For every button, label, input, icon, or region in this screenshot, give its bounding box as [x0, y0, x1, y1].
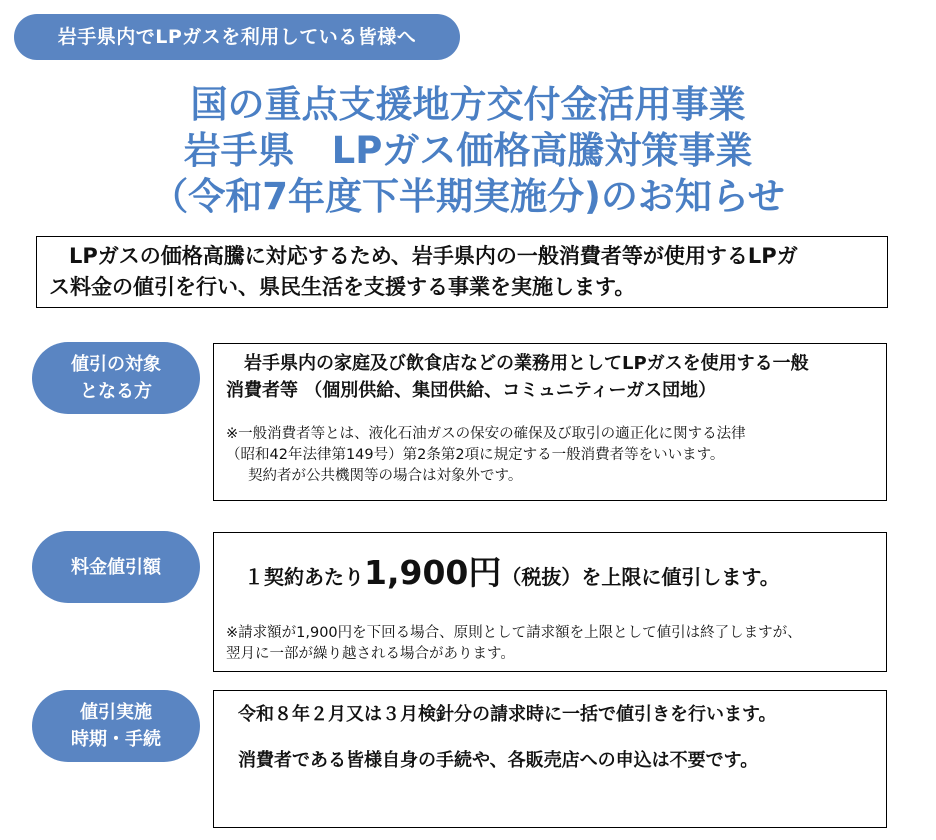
audience-banner: 岩手県内でLPガスを利用している皆様へ [14, 14, 460, 60]
title-line-3: （令和7年度下半期実施分)のお知らせ [151, 175, 785, 218]
target-main-line-2: 消費者等 （個別供給、集団供給、コミュニティーガス団地） [226, 380, 717, 401]
timing-label-line-1: 値引実施 [80, 702, 152, 723]
amount-label [32, 531, 200, 603]
amount-suffix: （税抜）を上限に値引します。 [501, 565, 780, 589]
target-label-line-2: となる方 [80, 381, 152, 402]
amount-note-line-2: 翌月に一部が繰り越される場合があります。 [226, 646, 515, 662]
target-box [213, 343, 887, 501]
page-title [0, 82, 936, 220]
timing-label-line-2: 時期・手続 [71, 729, 161, 750]
amount-prefix: １契約あたり [244, 565, 364, 589]
title-line-1: 国の重点支援地方交付金活用事業 [190, 83, 746, 126]
target-main-line-1: 岩手県内の家庭及び飲食店などの業務用としてLPガスを使用する一般 [244, 353, 809, 374]
amount-note-line-1: ※請求額が1,900円を下回る場合、原則として請求額を上限として値引は終了しますが、 [226, 625, 802, 641]
amount-box [213, 532, 887, 672]
amount-line [244, 551, 780, 599]
timing-line-1: 令和８年２月又は３月検針分の請求時に一括で値引きを行います。 [238, 704, 777, 725]
intro-box [36, 236, 888, 308]
target-note-line-2: （昭和42年法律第149号）第2条第2項に規定する一般消費者等をいいます。 [226, 447, 725, 463]
timing-box [213, 690, 887, 828]
timing-label [32, 690, 200, 762]
target-note-line-3: 契約者が公共機関等の場合は対象外です。 [248, 468, 523, 484]
target-label-line-1: 値引の対象 [71, 354, 161, 375]
amount-label-text: 料金値引額 [71, 556, 161, 578]
target-label [32, 342, 200, 414]
timing-line-2: 消費者である皆様自身の手続や、各販売店への申込は不要です。 [238, 750, 759, 771]
intro-line-2: ス料金の値引を行い、県民生活を支援する事業を実施します。 [49, 275, 636, 299]
target-note-line-1: ※一般消費者等とは、液化石油ガスの保安の確保及び取引の適正化に関する法律 [226, 426, 746, 442]
amount-value: 1,900円 [364, 553, 502, 592]
title-line-2: 岩手県 LPガス価格高騰対策事業 [183, 129, 753, 172]
intro-line-1: LPガスの価格高騰に対応するため、岩手県内の一般消費者等が使用するLPガ [69, 244, 798, 268]
